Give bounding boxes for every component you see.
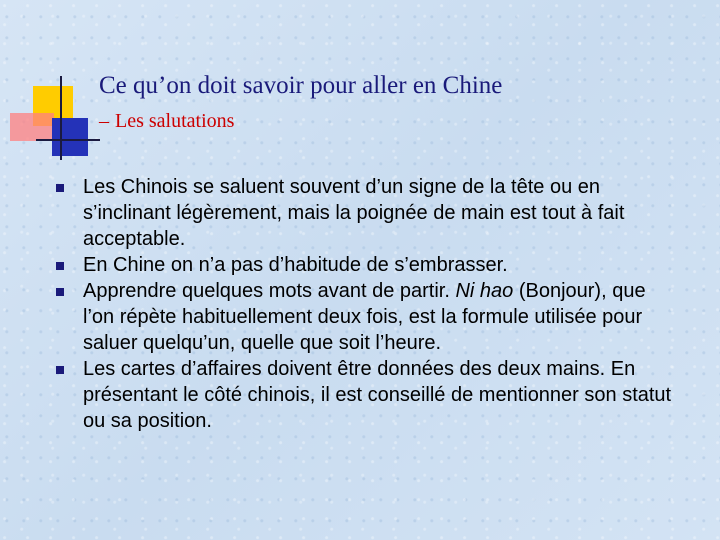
logo-horizontal-line xyxy=(36,139,100,141)
bullet-item xyxy=(56,252,676,278)
bullet-item xyxy=(56,278,676,356)
square-bullet-icon xyxy=(56,288,64,296)
subtitle-text: Les salutations xyxy=(115,110,235,132)
bullet-text: (Bonjour), que l’on répète habituellement deux fois, est la formule utilisée pour saluer quelqu’un, quelle que soit l’heure. xyxy=(83,280,646,354)
bullet-item xyxy=(56,174,676,252)
subtitle-dash: – xyxy=(99,110,109,132)
bullet-item xyxy=(56,356,676,434)
decorative-logo xyxy=(0,0,100,170)
slide-subtitle xyxy=(99,110,234,133)
square-bullet-icon xyxy=(56,262,64,270)
bullet-text: Les Chinois se saluent souvent d’un signe de la tête ou en s’inclinant légèrement, mais la poignée de main est tout à fait acceptable. xyxy=(83,176,625,250)
logo-vertical-line xyxy=(60,76,62,160)
logo-red-square xyxy=(10,113,54,141)
bullet-text: En Chine on n’a pas d’habitude de s’embrasser. xyxy=(83,254,508,276)
square-bullet-icon xyxy=(56,184,64,192)
logo-blue-square xyxy=(52,118,88,156)
bullet-text: Apprendre quelques mots avant de partir. xyxy=(83,280,456,302)
bullet-text: Les cartes d’affaires doivent être données des deux mains. En présentant le côté chinois, il est conseillé de mentionner son statut ou sa position. xyxy=(83,358,672,432)
bullet-list xyxy=(56,174,676,434)
slide-title: Ce qu’on doit savoir pour aller en Chine xyxy=(99,72,503,99)
square-bullet-icon xyxy=(56,366,64,374)
bullet-italic-phrase: Ni hao xyxy=(455,280,514,302)
